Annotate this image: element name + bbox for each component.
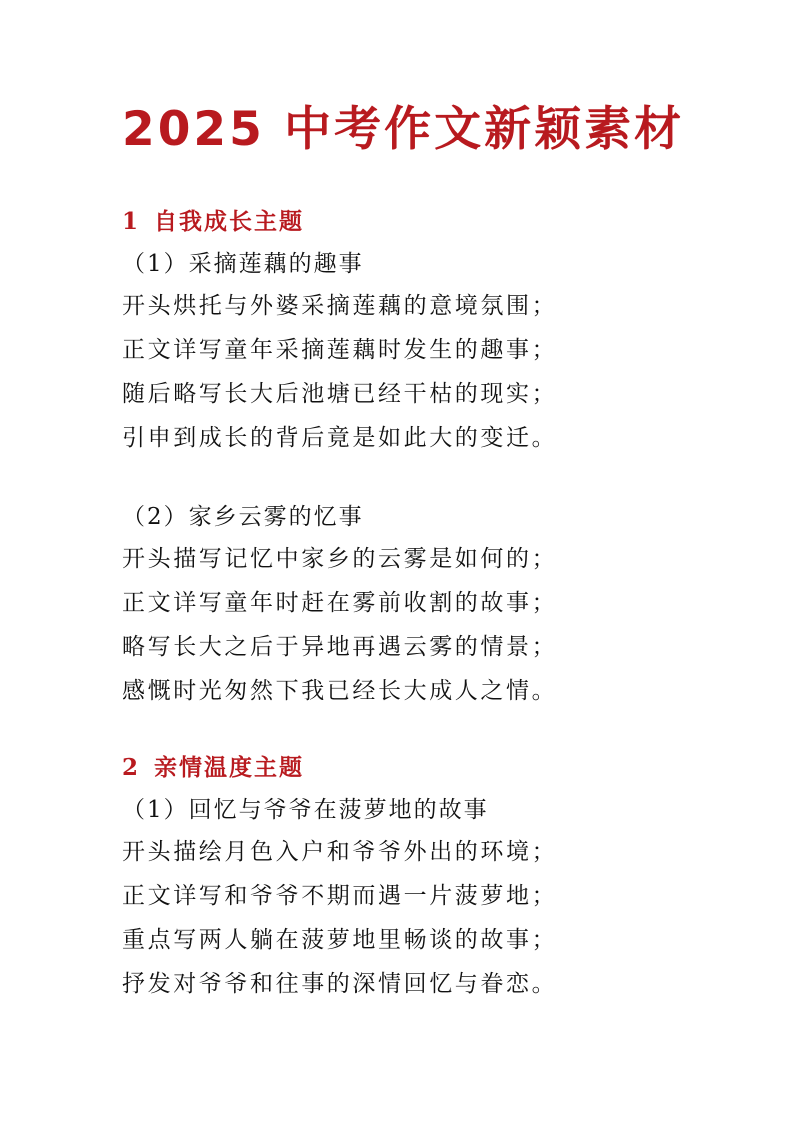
section-heading-1: [122, 207, 304, 237]
item-title-1-1: （1）采摘莲藕的趣事: [122, 251, 364, 277]
item-title-1-2: （2）家乡云雾的忆事: [122, 504, 364, 530]
body-line: 引申到成长的背后竟是如此大的变迁。: [122, 425, 558, 451]
item-lines-1-2: [122, 544, 557, 720]
section-number: 1: [122, 208, 141, 235]
body-line: 正文详写和爷爷不期而遇一片菠萝地；: [122, 883, 558, 909]
body-line: 略写长大之后于异地再遇云雾的情景；: [122, 634, 558, 660]
item-lines-2-1: [122, 837, 557, 1013]
body-line: 抒发对爷爷和往事的深情回忆与眷恋。: [122, 971, 558, 997]
item-title-2-1: （1）回忆与爷爷在菠萝地的故事: [122, 797, 489, 823]
section-number: 2: [122, 754, 141, 781]
item-lines-1-1: [122, 291, 557, 467]
section-heading-2: [122, 753, 304, 783]
body-line: 重点写两人躺在菠萝地里畅谈的故事；: [122, 927, 558, 953]
body-line: 正文详写童年时赶在雾前收割的故事；: [122, 590, 558, 616]
body-line: 开头描写记忆中家乡的云雾是如何的；: [122, 546, 558, 572]
section-heading-label: 自我成长主题: [154, 208, 305, 235]
page-title: 2025 中考作文新颖素材: [122, 102, 685, 157]
body-line: 开头烘托与外婆采摘莲藕的意境氛围；: [122, 293, 558, 319]
body-line: 感慨时光匆然下我已经长大成人之情。: [122, 678, 558, 704]
body-line: 开头描绘月色入户和爷爷外出的环境；: [122, 839, 558, 865]
section-heading-label: 亲情温度主题: [154, 754, 305, 781]
body-line: 正文详写童年采摘莲藕时发生的趣事；: [122, 337, 558, 363]
body-line: 随后略写长大后池塘已经干枯的现实；: [122, 381, 558, 407]
